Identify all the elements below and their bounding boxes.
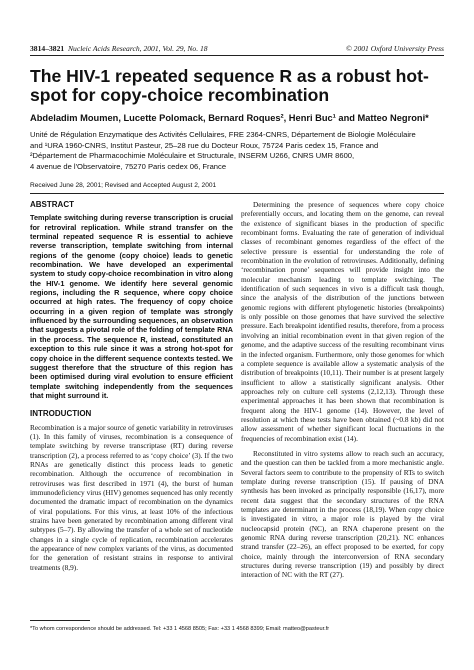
- abstract-heading: ABSTRACT: [30, 200, 74, 209]
- running-header: [30, 44, 444, 53]
- paper-title: The HIV-1 repeated sequence R as a robust hot-spot for copy-choice recombination: [30, 66, 429, 105]
- introduction-heading: INTRODUCTION: [30, 409, 92, 419]
- page-range: 3814–3821: [30, 44, 65, 53]
- journal-citation: Nucleic Acids Research, 2001, Vol. 29, No. 18: [67, 44, 208, 53]
- abstract-text: Template switching during reverse transcription is crucial for retroviral replication. While strand transfer on the terminal repeated sequence R is essential to achieve reverse transcription, template switching from internal regions of the genome (copy choice) leads to genetic recombination. We have developed an experimental system to study copy-choice recombination in vitro along the HIV-1 genome. We identify here several genomic regions, including the R sequence, where copy choice occurred at high rates. The frequency of copy choice occurring in a given region of template was strongly influenced by the surrounding sequences, an observation that suggests a pivotal role of the folding of template RNA in the process. The sequence R, instead, constituted an exception to this rule since it was a strong hot-spot for copy choice in the different sequence contexts tested. We suggest therefore that the structure of this region has been optimised during viral evolution to ensure efficient template switching independently from the sequences that might surround it.: [30, 213, 233, 400]
- body-paragraph: Determining the presence of sequences where copy choice preferentially occurs, and locating them on the genome, can reveal the existence of significant biases in the production of specific recombinant forms. Evaluating the rate of generation of individual classes of recombinant genomes regardless of the effect of the selective pressure is essential for understanding the role of recombination in the evolution of retroviruses. Additionally, defining ‘recombination prone’ sequences will provide insight into the molecular mechanism leading to template switching. The identification of such sequences in vivo is a difficult task though, since the analysis of the distribution of the junctions between genomic regions with different phylogenetic histories (breakpoints) is only possible on those genomes that have survived the selective pressure. Each breakpoint identified results, therefore, from a process involving an initial recombination event in that given region of the genome, and the adaptive success of the resulting recombinant virus in the infected organism. Furthermore, only those genomes for which a complete sequence is available allow a systematic analysis of the distribution of breakpoints (10,11). Their number is at present largely insufficient to allow a statistically significant analysis. Other approaches rely on culture cell systems (2,12,13). Through these experimental approaches it has been shown that recombination is frequent along the HIV-1 genome (14). However, the level of resolution at which these tests have been obtained (~0.8 kb) did not allow assessment of whether significant local fluctuations in the frequencies of recombination exist (14).: [241, 200, 444, 443]
- author-list: Abdeladim Moumen, Lucette Polomack, Bernard Roques², Henri Buc¹ and Matteo Negroni*: [30, 113, 429, 123]
- title-divider: [30, 193, 444, 194]
- introduction-paragraph: Recombination is a major source of genetic variability in retroviruses (1). In this family of viruses, recombination is a consequence of template switching by reverse transcriptase (RT) during reverse transcription (2), a process referred to as ‘copy choice’ (3). If the two RNAs are genetically distinct this process leads to genetic recombination. Although the occurrence of recombination in retroviruses was first described in 1971 (4), the burst of human immunodeficiency virus (HIV) genomes sequenced has only recently documented the dramatic impact of recombination on the dynamics of viral populations. For this virus, at least 10% of the infectious strains have been generated by recombination among different viral subtypes (5–7). By allowing the transfer of a whole set of nucleotide changes in a single cycle of replication, recombination accelerates the appearance of new complex variants of the virus, as documented for the generation of resistant strains in response to antiviral treatments (8,9).: [30, 422, 233, 572]
- affiliation-line: 4 avenue de l'Observatoire, 75270 Paris cedex 06, France: [30, 161, 227, 171]
- footnote-divider: [30, 620, 90, 621]
- left-column: [30, 200, 233, 572]
- affiliation-line: ²Département de Pharmacochimie Moléculaire et Structurale, INSERM U266, CNRS UMR 8600,: [30, 151, 355, 160]
- received-dates: Received June 28, 2001; Revised and Accepted August 2, 2001: [30, 182, 217, 189]
- header-divider: [30, 55, 444, 56]
- copyright-notice: © 2001 Oxford University Press: [345, 44, 444, 53]
- body-paragraph: Reconstituted in vitro systems allow to reach such an accuracy, and the question can then be tackled from a more mechanistic angle. Several factors seem to contribute to the propensity of RTs to switch template during reverse transcription (15). If pausing of DNA synthesis has been invoked as principally responsible (16,17), more recent data suggest that the secondary structures of the RNA templates are determinant in the process (18,19). When copy choice is investigated in vitro, a major role is played by the viral nucleocapsid protein (NC), an RNA chaperone present on the genomic RNA during reverse transcription (20,21). NC enhances strand transfer (22–26), an effect proposed to be exerted, for copy choice, mainly through the interconversion of RNA secondary structures during reverse transcription (19) and possibly by direct interaction of NC with the RT (27).: [241, 448, 444, 580]
- right-column: [241, 200, 444, 580]
- affiliation-line: and ¹URA 1960-CNRS, Institut Pasteur, 25–28 rue du Docteur Roux, 75724 Paris cedex 15, France and: [30, 140, 379, 150]
- correspondence-footnote: *To whom correspondence should be addressed. Tel: +33 1 4568 8505; Fax: +33 1 4568 8399; Email: matteo@pasteur.fr: [30, 626, 330, 632]
- affiliations: [30, 130, 450, 172]
- affiliation-line: Unité de Régulation Enzymatique des Activités Cellulaires, FRE 2364-CNRS, Département de Biologie Moléculaire: [30, 130, 416, 139]
